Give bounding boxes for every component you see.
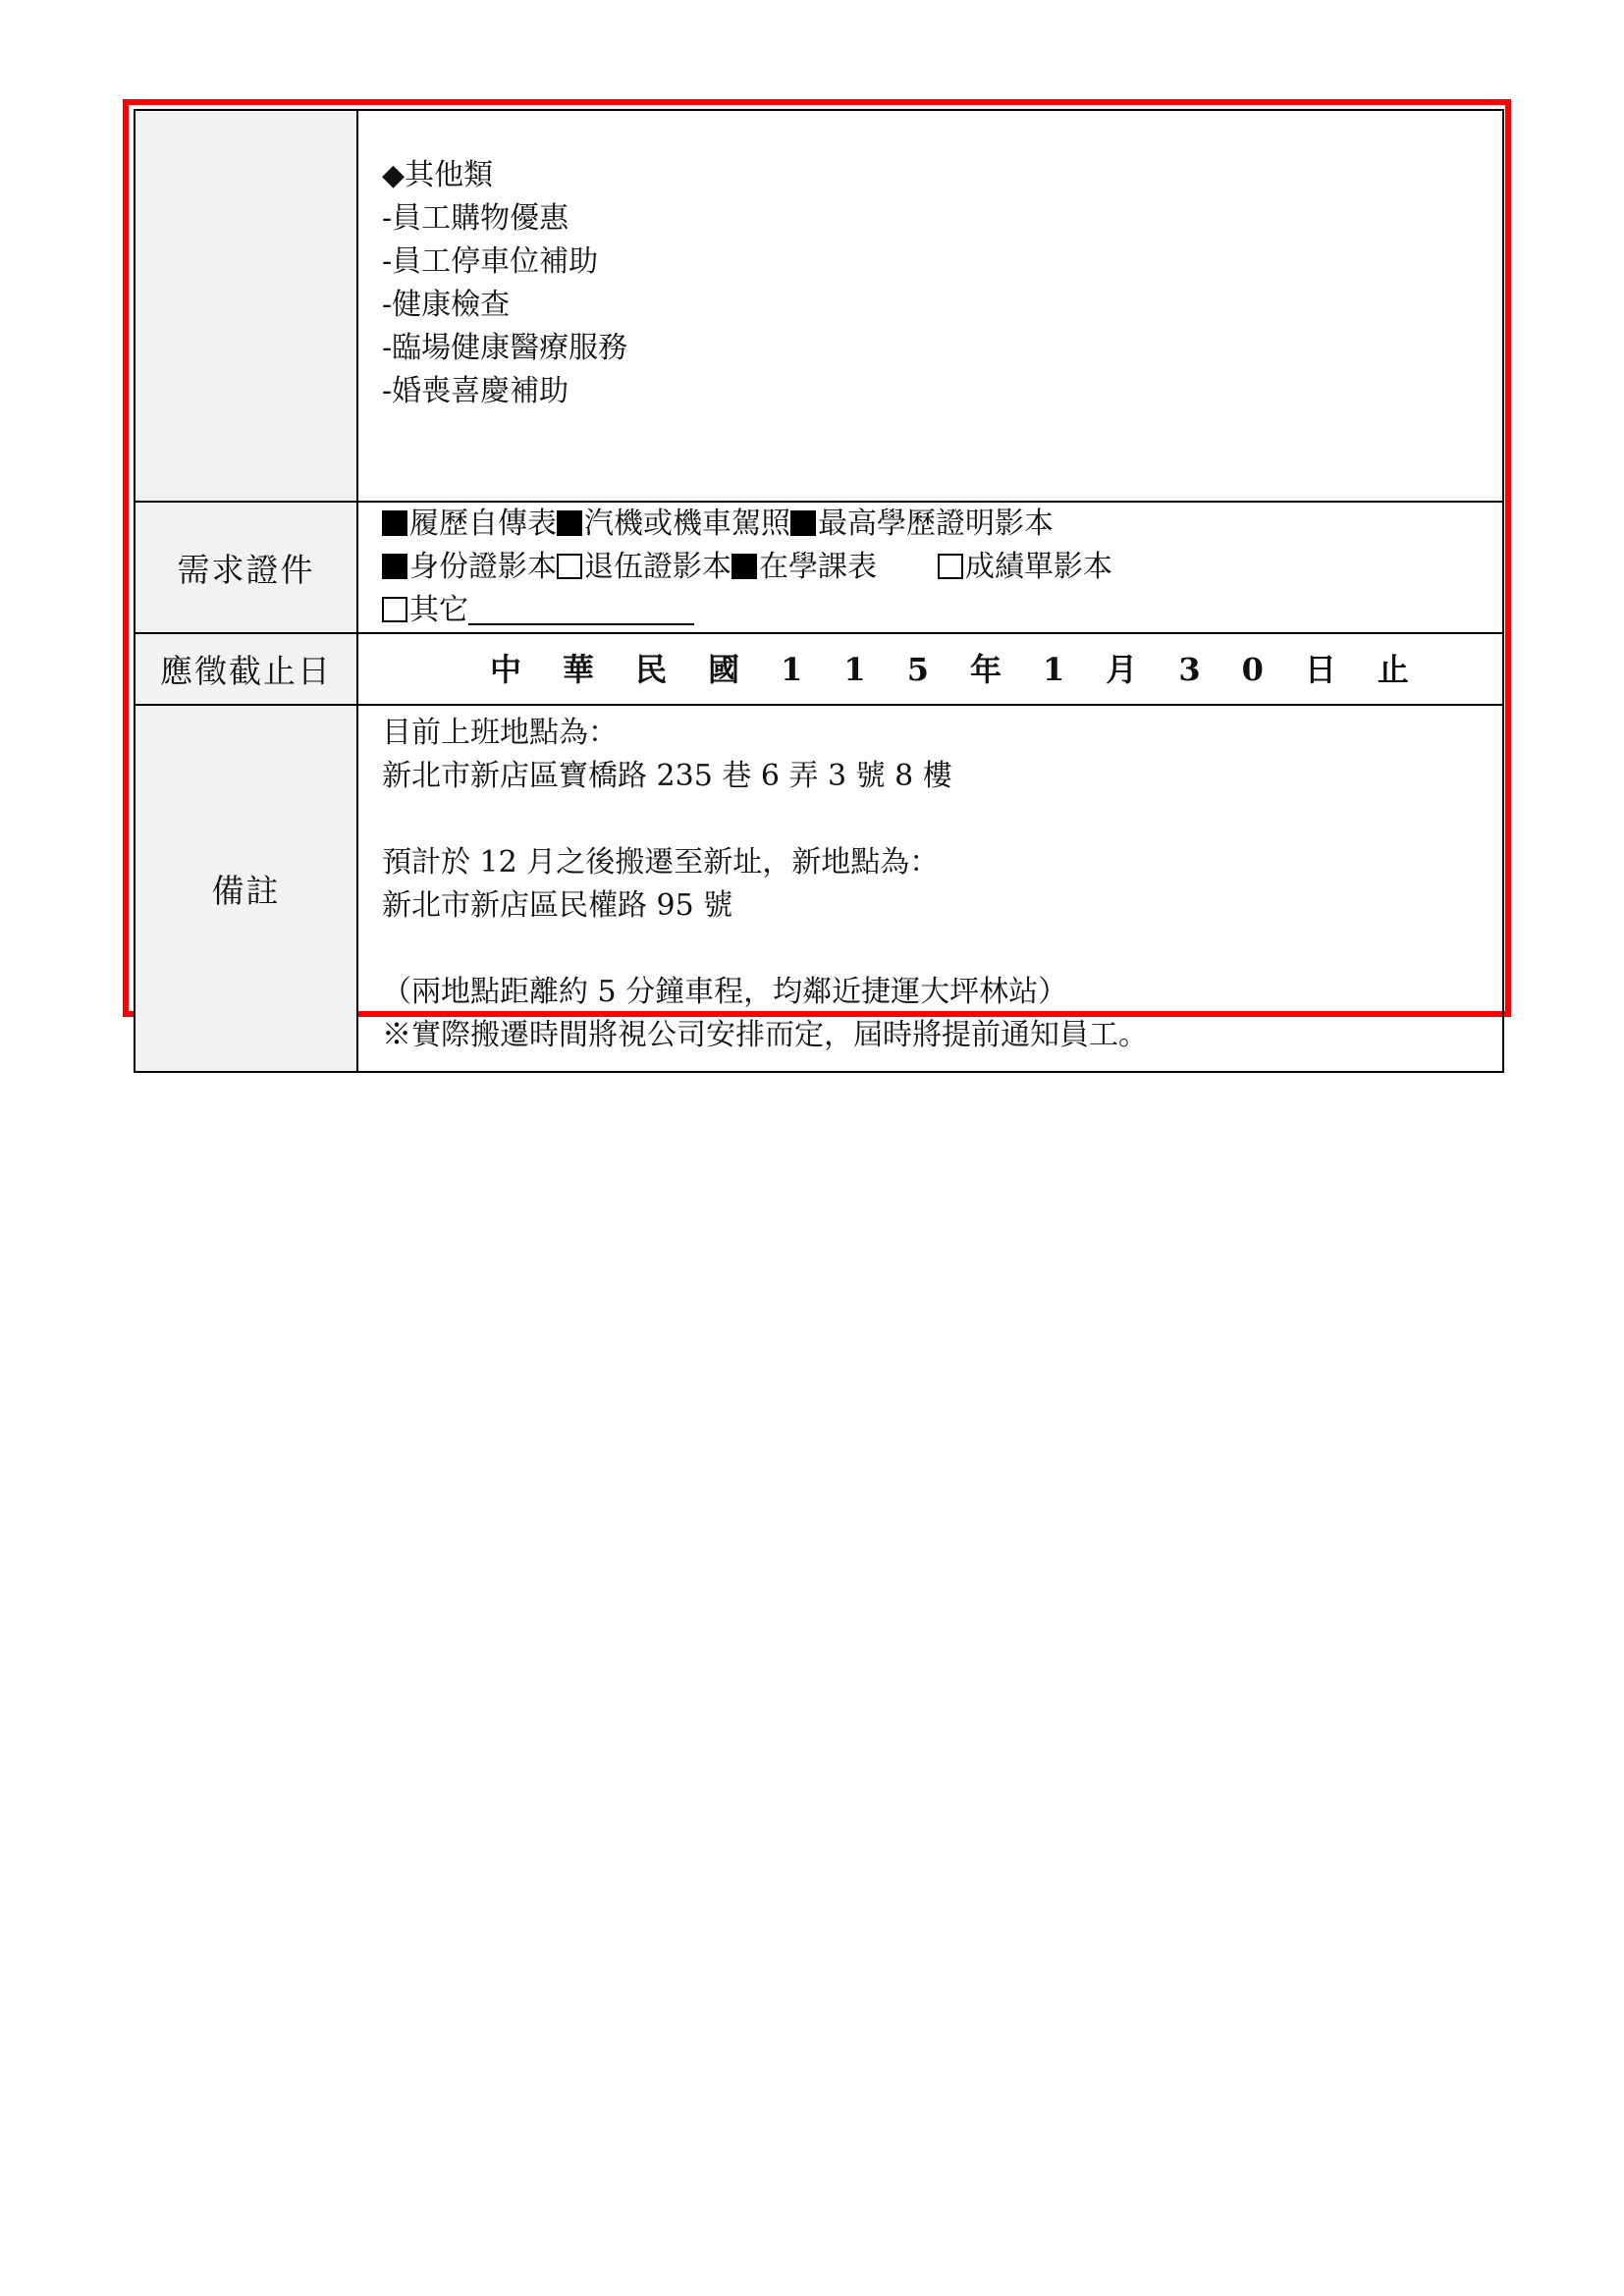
spacer <box>382 928 1502 971</box>
deadline-char: 0 <box>1241 650 1264 688</box>
checkbox-id-card[interactable] <box>382 554 407 579</box>
doc-id-card-label: 身份證影本 <box>409 550 557 584</box>
doc-resume <box>382 507 557 541</box>
deadline-value <box>382 648 1502 691</box>
benefit-item: -健康檢查 <box>382 288 511 322</box>
new-address: 新北市新店區民權路 95 號 <box>382 888 733 923</box>
deadline-char: 民 <box>635 650 668 688</box>
doc-class-schedule <box>731 550 877 584</box>
distance-note: （兩地點距離約 5 分鐘車程，均鄰近捷運大坪林站） <box>382 975 1068 1009</box>
deadline-char: 1 <box>1043 650 1065 688</box>
relocation-notice: ※實際搬遷時間將視公司安排而定，屆時將提前通知員工。 <box>382 1018 1148 1052</box>
checkbox-resume[interactable] <box>382 510 407 536</box>
doc-id-card <box>382 550 557 584</box>
other-blank-field[interactable] <box>468 592 694 625</box>
documents-content-cell <box>357 502 1503 633</box>
benefits-heading: ◆其他類 <box>382 158 494 192</box>
benefits-content-cell <box>357 110 1503 502</box>
benefit-item: -臨場健康醫療服務 <box>382 331 628 365</box>
doc-transcript <box>938 550 1112 584</box>
benefit-item: -婚喪喜慶補助 <box>382 374 569 408</box>
deadline-char: 國 <box>708 650 740 688</box>
deadline-content-cell <box>357 633 1503 705</box>
documents-line-2 <box>382 546 1502 589</box>
doc-other-label: 其它 <box>409 593 468 627</box>
checkbox-license[interactable] <box>557 510 582 536</box>
checkbox-diploma[interactable] <box>790 510 816 536</box>
benefit-item: -員工停車位補助 <box>382 244 599 279</box>
deadline-char: 5 <box>906 650 929 688</box>
highlight-frame <box>123 99 1511 1052</box>
documents-label: 需求證件 <box>135 502 357 633</box>
doc-class-schedule-label: 在學課表 <box>759 550 877 584</box>
notes-content-cell <box>357 705 1503 1072</box>
documents-row <box>135 502 1503 633</box>
deadline-char: 3 <box>1178 650 1201 688</box>
doc-discharge <box>557 550 731 584</box>
checkbox-transcript[interactable] <box>938 554 963 579</box>
doc-resume-label: 履歷自傳表 <box>409 507 557 541</box>
job-info-table <box>134 109 1504 1073</box>
current-address: 新北市新店區寶橋路 235 巷 6 弄 3 號 8 樓 <box>382 759 952 793</box>
doc-diploma <box>790 507 1054 541</box>
benefit-item: -員工購物優惠 <box>382 201 569 236</box>
deadline-char: 中 <box>490 650 522 688</box>
deadline-label: 應徵截止日 <box>135 633 357 705</box>
doc-diploma-label: 最高學歷證明影本 <box>818 507 1054 541</box>
doc-other <box>382 593 694 627</box>
benefits-row <box>135 110 1503 502</box>
checkbox-discharge[interactable] <box>557 554 582 579</box>
doc-discharge-label: 退伍證影本 <box>584 550 731 584</box>
doc-transcript-label: 成績單影本 <box>965 550 1112 584</box>
deadline-char: 日 <box>1304 650 1336 688</box>
deadline-char: 月 <box>1106 650 1138 688</box>
deadline-char: 1 <box>843 650 866 688</box>
spacer <box>382 798 1502 841</box>
deadline-row <box>135 633 1503 705</box>
new-location-label: 預計於 12 月之後搬遷至新址，新地點為： <box>382 845 940 880</box>
notes-label: 備註 <box>135 705 357 1072</box>
documents-line-1 <box>382 503 1502 546</box>
current-location-label: 目前上班地點為： <box>382 716 618 750</box>
deadline-char: 年 <box>969 650 1001 688</box>
deadline-char: 止 <box>1377 650 1409 688</box>
notes-row <box>135 705 1503 1072</box>
checkbox-other[interactable] <box>382 597 407 622</box>
doc-license <box>557 507 790 541</box>
deadline-char: 1 <box>781 650 803 688</box>
doc-license-label: 汽機或機車駕照 <box>584 507 790 541</box>
documents-line-3 <box>382 589 1502 632</box>
checkbox-class-schedule[interactable] <box>731 554 757 579</box>
benefits-label-cell <box>135 110 357 502</box>
deadline-char: 華 <box>563 650 595 688</box>
